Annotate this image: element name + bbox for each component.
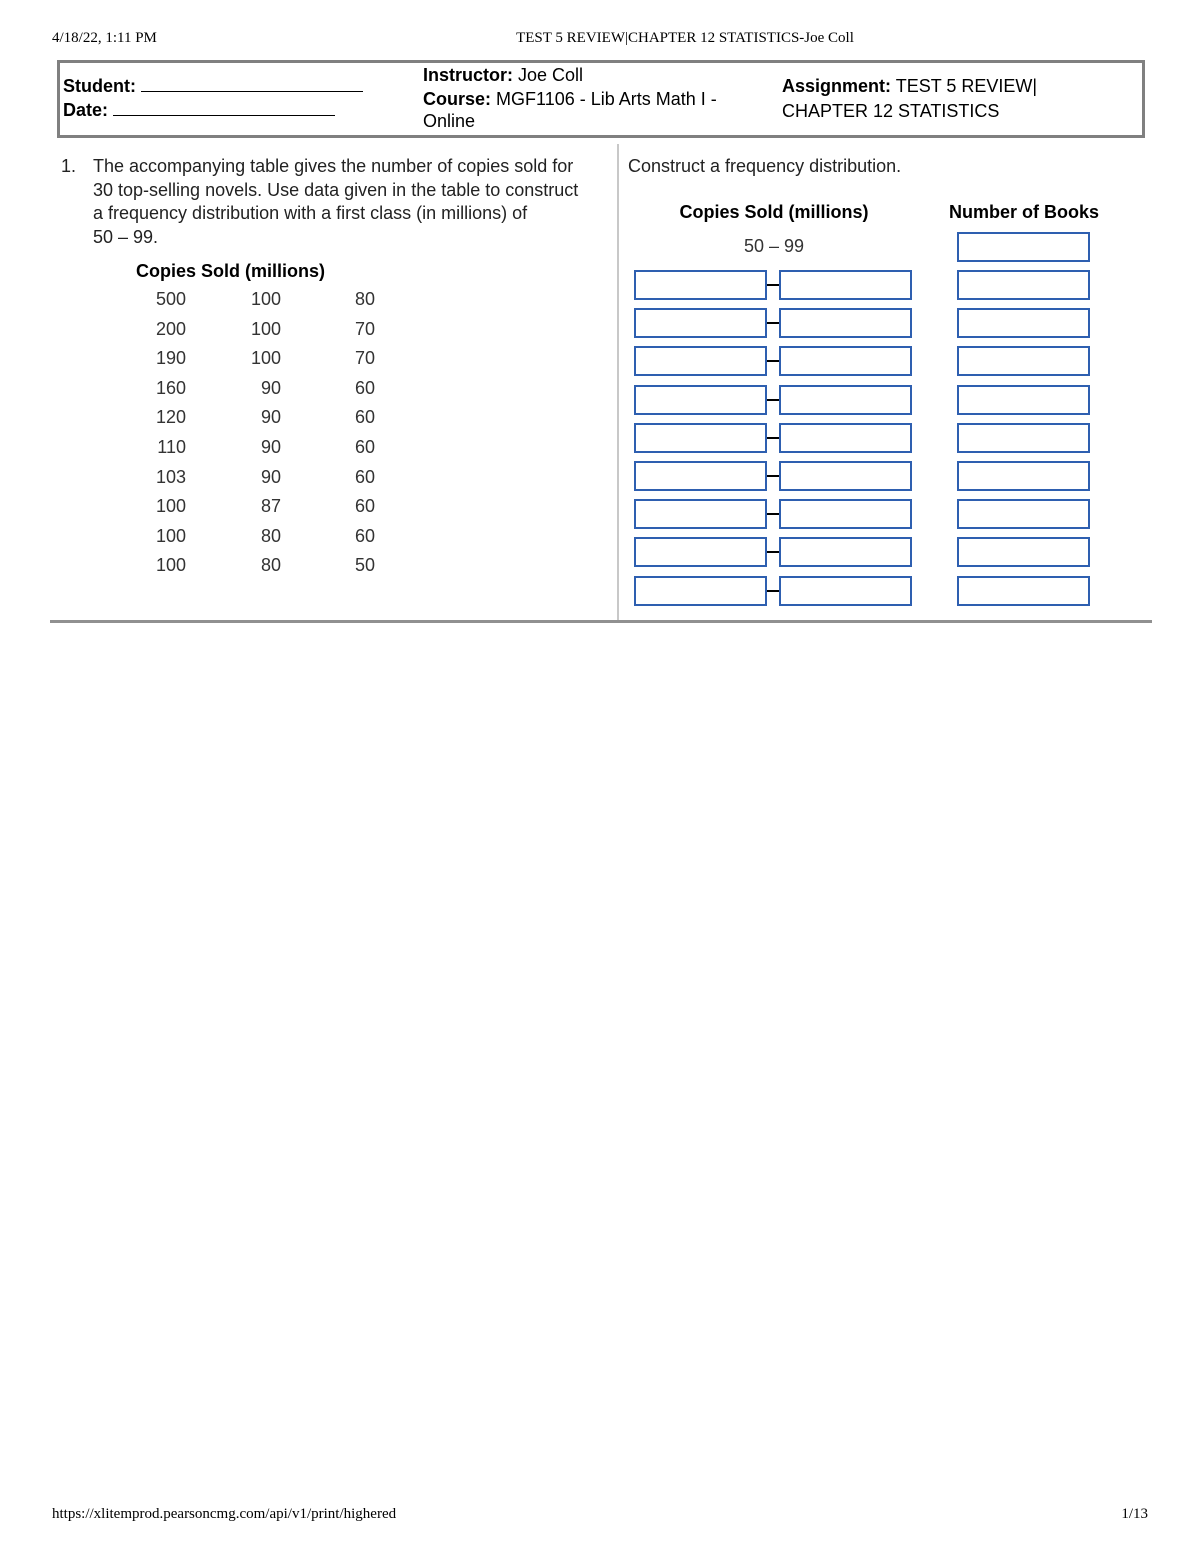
assignment-header-box [57,60,1145,138]
instructor-field [423,64,583,86]
assignment-value: TEST 5 REVIEW| [895,76,1038,96]
class-upper-input[interactable] [779,576,912,606]
class-lower-input[interactable] [634,576,767,606]
range-dash [767,322,779,324]
copies-sold-header: Copies Sold (millions) [679,202,869,222]
student-blank [141,75,363,92]
assignment-value-line2: CHAPTER 12 STATISTICS [782,101,1000,121]
class-lower-input[interactable] [634,423,767,453]
table-cell: 87 [260,496,281,517]
question-line: 30 top-selling novels. Use data given in the table to construct [93,179,579,200]
books-count-input[interactable] [957,346,1090,376]
print-title: TEST 5 REVIEW|CHAPTER 12 STATISTICS-Joe Coll [516,30,854,46]
table-cell: 100 [155,525,186,546]
table-cell: 60 [354,466,375,487]
question-text [93,155,618,249]
horizontal-divider [50,620,1152,623]
table-cell: 50 [354,555,375,576]
range-dash [767,475,779,477]
table-cell: 70 [354,318,375,339]
table-cell: 100 [155,555,186,576]
assignment-label: Assignment: [782,76,892,96]
course-label: Course: [423,89,492,109]
question-number: 1. [61,156,77,176]
student-field [63,75,363,97]
table-cell: 70 [354,348,375,369]
table-cell: 60 [354,496,375,517]
table-cell: 90 [260,377,281,398]
instructor-value: Joe Coll [518,65,584,85]
table-cell: 80 [260,555,281,576]
assignment-field [782,75,1037,97]
class-upper-input[interactable] [779,499,912,529]
table-cell: 60 [354,437,375,457]
class-upper-input[interactable] [779,346,912,376]
books-count-input[interactable] [957,232,1090,262]
table-cell: 120 [155,407,186,428]
table-cell: 60 [354,377,375,398]
table-cell: 500 [155,289,186,309]
range-dash [767,437,779,439]
books-count-input[interactable] [957,270,1090,300]
table-cell: 100 [250,318,281,339]
question-line: a frequency distribution with a first class (in millions) of [93,203,528,223]
table-cell: 100 [250,289,281,309]
print-page-number: 1/13 [1121,1506,1148,1522]
range-dash [767,399,779,401]
books-count-input[interactable] [957,385,1090,415]
answer-instruction: Construct a frequency distribution. [628,156,902,176]
class-upper-input[interactable] [779,308,912,338]
table-cell: 100 [250,348,281,369]
table-cell: 90 [260,407,281,428]
class-upper-input[interactable] [779,385,912,415]
class-lower-input[interactable] [634,461,767,491]
books-count-input[interactable] [957,537,1090,567]
table-cell: 80 [260,525,281,546]
class-lower-input[interactable] [634,270,767,300]
table-cell: 60 [354,525,375,546]
table-cell: 110 [157,437,186,457]
date-label: Date: [63,100,109,120]
class-upper-input[interactable] [779,537,912,567]
table-cell: 160 [155,377,186,398]
course-field [423,88,717,110]
data-table-title: Copies Sold (millions) [136,261,326,281]
class-lower-input[interactable] [634,499,767,529]
course-value: MGF1106 - Lib Arts Math I - [496,89,717,109]
print-date: 4/18/22, 1:11 PM [52,30,157,46]
course-value-line2: Online [423,111,476,131]
class-lower-input[interactable] [634,385,767,415]
table-cell: 200 [155,318,186,339]
first-class-label: 50 – 99 [743,236,805,256]
class-lower-input[interactable] [634,308,767,338]
range-dash [767,360,779,362]
class-lower-input[interactable] [634,537,767,567]
table-cell: 100 [155,496,186,517]
table-cell: 90 [260,466,281,487]
class-upper-input[interactable] [779,270,912,300]
question-line: 50 – 99. [93,226,159,247]
table-cell: 90 [260,437,281,457]
class-upper-input[interactable] [779,461,912,491]
range-dash [767,590,779,592]
range-dash [767,551,779,553]
print-url: https://xlitemprod.pearsoncmg.com/api/v1/print/highered [52,1506,397,1522]
range-dash [767,284,779,286]
range-dash [767,513,779,515]
table-cell: 60 [354,407,375,428]
question-line: The accompanying table gives the number of copies sold for [93,156,574,176]
books-count-input[interactable] [957,308,1090,338]
table-cell: 103 [155,466,186,487]
date-field [63,99,335,121]
books-count-input[interactable] [957,461,1090,491]
books-count-input[interactable] [957,576,1090,606]
class-upper-input[interactable] [779,423,912,453]
books-count-input[interactable] [957,423,1090,453]
student-label: Student: [63,76,136,96]
table-cell: 190 [155,348,186,369]
instructor-label: Instructor: [423,65,513,85]
class-lower-input[interactable] [634,346,767,376]
date-blank [113,99,335,116]
books-count-input[interactable] [957,499,1090,529]
table-cell: 80 [354,289,375,309]
number-of-books-header: Number of Books [948,202,1099,222]
vertical-divider [617,144,619,622]
